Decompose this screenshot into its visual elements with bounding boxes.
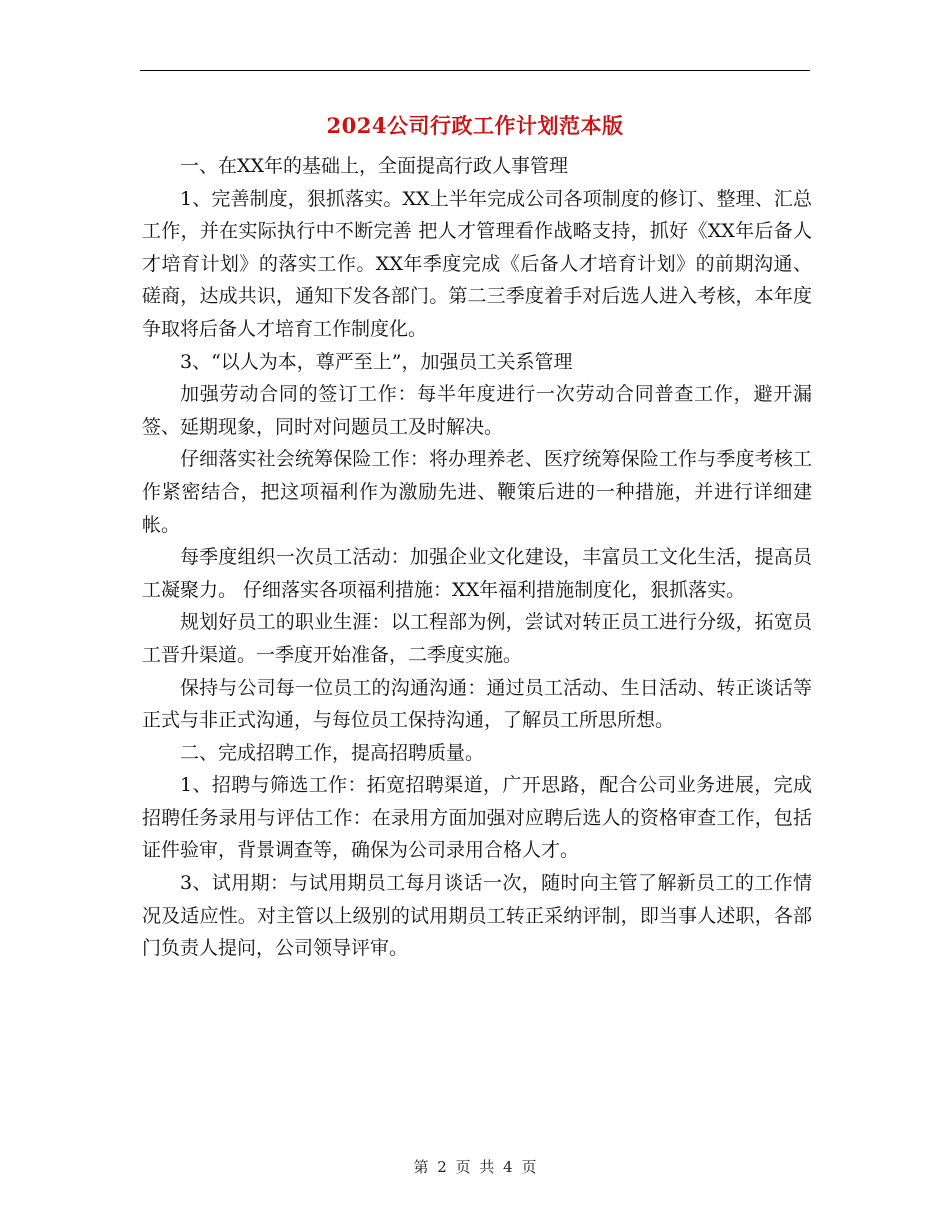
paragraph-probation: 3、试用期：与试用期员工每月谈话一次，随时向主管了解新员工的工作情况及适应性。对主管以上级别的试用期员工转正采纳评制，即当事人述职，各部门负责人提问，公司领导评审。 xyxy=(142,872,812,960)
paragraph-employee-activities: 每季度组织一次员工活动：加强企业文化建设，丰富员工文化生活，提高员工凝聚力。 仔细落实各项福利措施：XX年福利措施制度化，狠抓落实。 xyxy=(142,546,812,601)
heading-section-2: 二、完成招聘工作，提高招聘质量。 xyxy=(180,741,485,764)
paragraph-social-insurance: 仔细落实社会统筹保险工作：将办理养老、医疗统筹保险工作与季度考核工作紧密结合，把这项福利作为激励先进、鞭策后进的一种措施，并进行详细建帐。 xyxy=(142,448,812,536)
paragraph-labor-contract: 加强劳动合同的签订工作：每半年度进行一次劳动合同普查工作，避开漏签、延期现象，同时对问题员工及时解决。 xyxy=(142,383,812,438)
paragraph-recruitment: 1、招聘与筛选工作：拓宽招聘渠道，广开思路，配合公司业务进展，完成招聘任务录用与评估工作：在录用方面加强对应聘后选人的资格审查工作，包括证件验审，背景调查等，确保为公司录用合格人才。 xyxy=(142,774,812,862)
paragraph-system-improvement: 1、完善制度，狠抓落实。XX上半年完成公司各项制度的修订、整理、汇总工作，并在实际执行中不断完善 把人才管理看作战略支持，抓好《XX年后备人才培育计划》的落实工作。XX年季度完成《后备人才培育计划》的前期沟通、磋商，达成共识，通知下发各部门。第二三季度着手对后选人进入考核，本年度争取将后备人才培育工作制度化。 xyxy=(142,187,812,340)
document-title: 2024公司行政工作计划范本版 xyxy=(326,113,624,138)
page-number: 第 2 页 共 4 页 xyxy=(413,1158,537,1176)
heading-employee-relations: 3、“以人为本，尊严至上”，加强员工关系管理 xyxy=(180,350,573,373)
heading-section-1: 一、在XX年的基础上，全面提高行政人事管理 xyxy=(180,155,569,177)
document-body xyxy=(142,150,812,965)
paragraph-career-planning: 规划好员工的职业生涯：以工程部为例，尝试对转正员工进行分级，拓宽员工晋升渠道。一季度开始准备，二季度实施。 xyxy=(142,611,812,666)
paragraph-communication: 保持与公司每一位员工的沟通沟通：通过员工活动、生日活动、转正谈话等正式与非正式沟通，与每位员工保持沟通，了解员工所思所想。 xyxy=(142,676,812,732)
header-rule xyxy=(140,70,810,71)
